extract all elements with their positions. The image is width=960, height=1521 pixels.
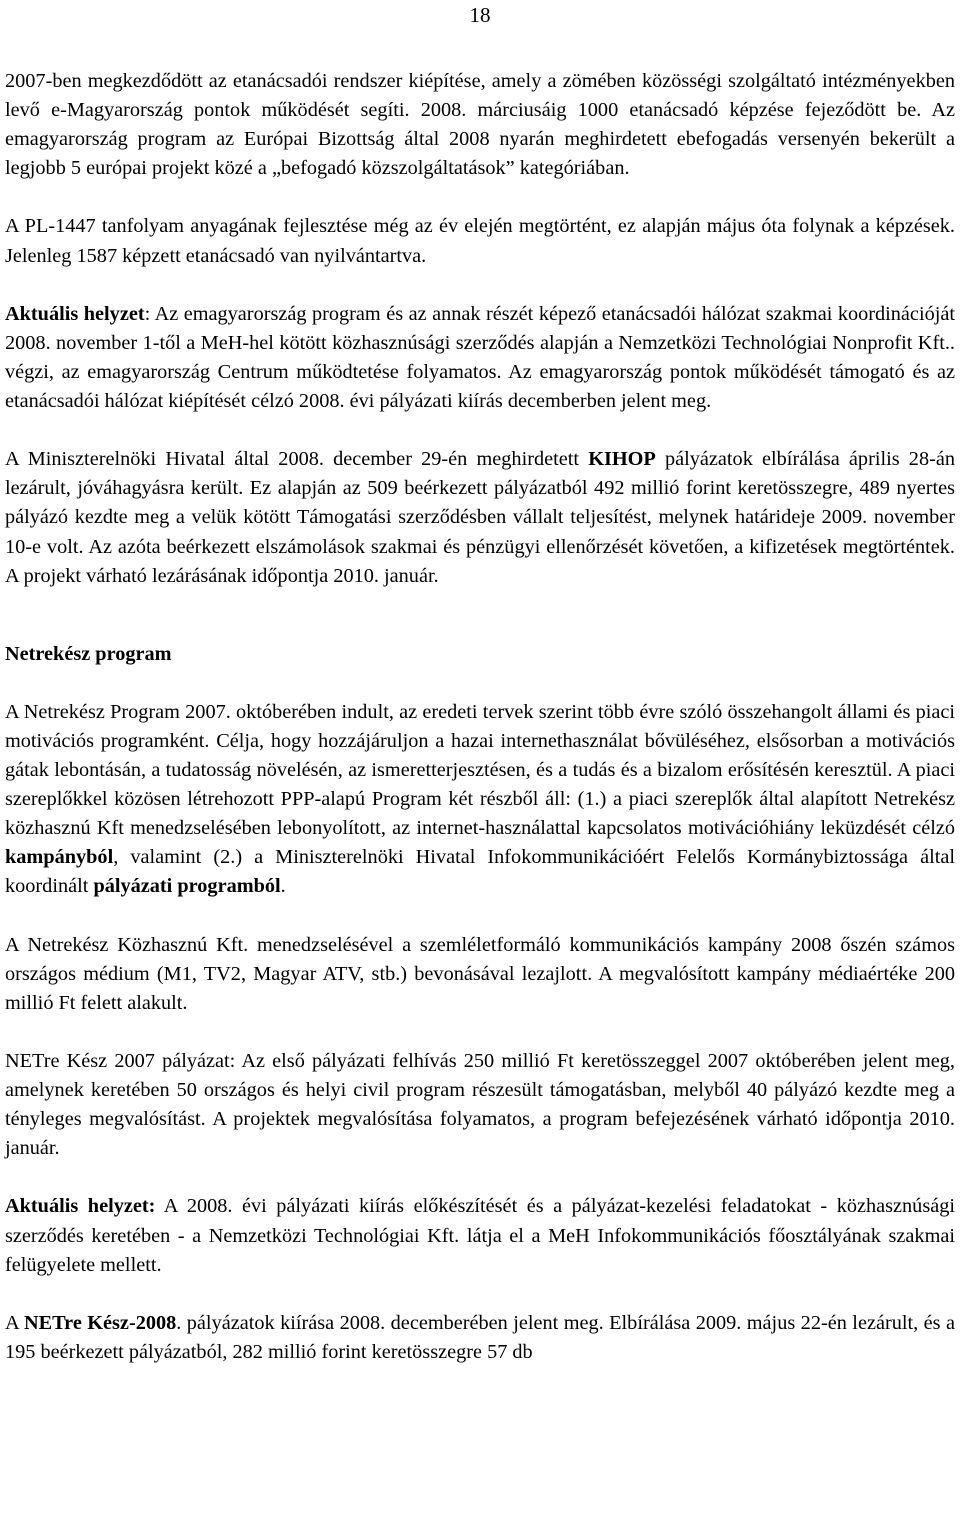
kihop-bold: KIHOP [588, 448, 656, 471]
document-body [5, 67, 955, 1367]
paragraph-text: . pályázatok kiírása 2008. decemberében jelent meg. Elbírálása 2009. május 22-én lezárult, és a 195 beérkezett pályázatból, 282 millió forint keretösszegre 57 db [5, 1311, 955, 1363]
paragraph-netrekesz-program [5, 698, 955, 902]
paragraph-kihop [5, 445, 955, 590]
paragraph-kft-kampany: A Netrekész Közhasznú Kft. menedzselésével a szemléletformáló kommunikációs kampány 2008 őszén számos országos médium (M1, TV2, Magyar ATV, stb.) bevonásával lezajlott. A megvalósított kampány médiaértéke 200 millió Ft felett alakult. [5, 933, 955, 1014]
paragraph-aktualis-helyzet-2 [5, 1192, 955, 1279]
bold-label: Aktuális helyzet: [5, 1195, 156, 1218]
paragraph-text: . [280, 875, 286, 898]
bold-kampanybol: kampányból [5, 846, 114, 869]
bold-palyazati-programbol: pályázati programból [93, 875, 281, 898]
paragraph-etanacsadoi: 2007-ben megkezdődött az etanácsadói rendszer kiépítése, amely a zömében közösségi szolgáltató intézményekben levő e-Magyarország pontok működését segíti. 2008. márciusáig 1000 etanácsadó képzése fejeződött be. Az emagyarország program az Európai Bizottság által 2008 nyarán meghirdetett ebefogadás versenyén bekerült a legjobb 5 európai projekt közé a „befogadó közszolgáltatások” kategóriában. [5, 70, 955, 180]
paragraph-netre-kesz-2008 [5, 1309, 955, 1367]
paragraph-text: pályázatok elbírálása április 28-án lezárult, jóváhagyásra került. Ez alapján az 509 beérkezett pályázatból 492 millió forint keretösszegre, 489 nyertes pályázó kezdte meg a velük kötött Támogatási szerződésben vállalt teljesítést, melynek határideje 2009. november 10-e volt. Az azóta beérkezett elszámolások szakmai és pénzügyi ellenőrzését követően, a kifizetések megtörténtek. A projekt várható lezárásának időpontja 2010. január. [5, 448, 955, 587]
colon: : [144, 302, 151, 325]
paragraph-text: , valamint (2.) a Miniszterelnöki Hivatal Infokommunikációért Felelős Kormánybiztossága által koordinált [5, 846, 955, 898]
paragraph-text: A [5, 1311, 24, 1334]
page-number: 18 [469, 3, 491, 27]
paragraph-text: A 2008. évi pályázati kiírás előkészítését és a pályázat-kezelési feladatokat - közhasznúsági szerződés keretében - a Nemzetközi Technológiai Kft. látja el a MeH Infokommunikációs főosztályának szakmai felügyelete mellett. [5, 1195, 955, 1276]
paragraph-text: A Netrekész Program 2007. októberében indult, az eredeti tervek szerint több évre szóló összehangolt állami és piaci motivációs programként. Célja, hogy hozzájáruljon a hazai internethasználat bővüléséhez, elsősorban a motivációs gátak lebontásán, a tudatosság növelésén, az ismeretterjesztésen, és a tudás és a bizalom erősítésén keresztül. A piaci szereplőkkel közösen létrehozott PPP-alapú Program két részből áll: (1.) a piaci szereplők által alapított Netrekész közhasznú Kft menedzselésében lebonyolított, az internet-használattal kapcsolatos motivációhiány leküzdését célzó [5, 700, 955, 840]
paragraph-pl1447: A PL-1447 tanfolyam anyagának fejlesztése még az év elején megtörtént, ez alapján május óta folynak a képzések. Jelenleg 1587 képzett etanácsadó van nyilvántartva. [5, 215, 955, 267]
paragraph-text: Az emagyarország program és az annak részét képező etanácsadói hálózat szakmai koordinációját 2008. november 1-től a MeH-hel kötött közhasznúsági szerződés alapján a Nemzetközi Technológiai Nonprofit Kft.. végzi, az emagyarország Centrum működtetése folyamatos. Az emagyarország pontok működését támogató és az etanácsadói hálózat kiépítését célzó 2008. évi pályázati kiírás decemberben jelent meg. [5, 302, 955, 413]
bold-label: Aktuális helyzet [5, 302, 145, 325]
paragraph-netre-kesz-2007: NETre Kész 2007 pályázat: Az első pályázati felhívás 250 millió Ft keretösszeggel 2007 októberében jelent meg, amelynek keretében 50 országos és helyi civil program részesült támogatásban, melyből 40 pályázó kezdte meg a tényleges megvalósítást. A projektek megvalósítása folyamatos, a program befejezésének várható időpontja 2010. január. [5, 1050, 955, 1160]
paragraph-text: A Miniszterelnöki Hivatal által 2008. december 29-én meghirdetett [5, 448, 589, 471]
bold-netre-kesz-2008: NETre Kész-2008 [23, 1311, 177, 1334]
section-heading-netrekesz: Netrekész program [5, 642, 172, 665]
paragraph-aktualis-helyzet-1 [5, 300, 955, 416]
